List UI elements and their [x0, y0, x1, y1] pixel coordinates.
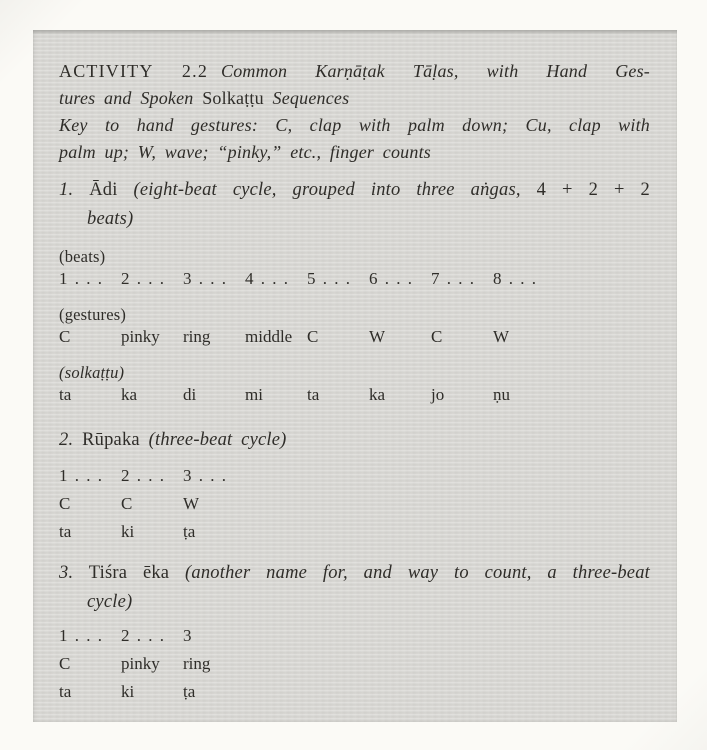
tala-1-name: Ādi — [89, 180, 118, 200]
tala-3-heading-line1: 3. Tiśra ēka (another name for, and way to count, a three-beat — [59, 563, 650, 583]
tala-1-number: 1. — [59, 180, 74, 200]
solkattu-cell: ṇu — [493, 385, 510, 404]
solkattu-cell: jo — [431, 385, 445, 404]
activity-label: ACTIVITY 2.2 — [59, 61, 209, 81]
gesture-cell: ring — [183, 327, 211, 346]
tala-3-heading-line2: cycle) — [87, 592, 133, 612]
gesture-cell: W — [183, 494, 200, 513]
beat-cell: 2 . . . — [121, 269, 164, 288]
solkattu-cell: ki — [121, 682, 135, 701]
beats-label: (beats) — [59, 247, 106, 266]
beat-cell: 3 . . . — [183, 466, 226, 485]
solkattu-cell: ki — [121, 522, 135, 541]
gesture-cell: C — [431, 327, 443, 346]
tala-3-beats-row — [59, 625, 650, 647]
gesture-cell: pinky — [121, 327, 160, 346]
tala-1-heading-line2: beats) — [87, 209, 134, 229]
solkattu-cell: ta — [59, 682, 72, 701]
tala-1-heading-line1: 1. Ādi (eight-beat cycle, grouped into three aṅgas, 4 + 2 + 2 — [59, 180, 650, 200]
tala-2-beats-row — [59, 465, 650, 487]
beat-cell: 1 . . . — [59, 269, 102, 288]
tala-3-solkattu-row — [59, 681, 650, 703]
beat-cell: 8 . . . — [493, 269, 536, 288]
tala-2-name: Rūpaka — [82, 430, 140, 450]
gesture-cell: W — [493, 327, 510, 346]
tala-1-solkattu-row — [59, 384, 650, 406]
solkattu-cell: ṭa — [183, 682, 196, 701]
solkattu-cell: ṭa — [183, 522, 196, 541]
tala-1-beat-grouping: 4 + 2 + 2 — [536, 180, 650, 200]
tala-2-gestures-row — [59, 493, 650, 515]
tala-3-name: Tiśra ēka — [88, 563, 170, 583]
gesture-cell: middle — [245, 327, 293, 346]
beat-cell: 7 . . . — [431, 269, 474, 288]
solkattu-cell: ka — [369, 385, 386, 404]
beat-cell: 1 . . . — [59, 466, 102, 485]
activity-title-line2: tures and Spoken Solkaṭṭu Sequences — [59, 88, 350, 108]
tala-2-solkattu-row — [59, 521, 650, 543]
beat-cell: 2 . . . — [121, 466, 164, 485]
gesture-key-line1: Key to hand gestures: C, clap with palm down; Cu, clap with — [59, 115, 650, 135]
gesture-cell: C — [59, 327, 71, 346]
activity-box — [33, 30, 677, 722]
solkattu-cell: ka — [121, 385, 138, 404]
solkattu-term: Solkaṭṭu — [202, 88, 264, 108]
activity-title-italic: Common Karṇāṭak Tāḷas, with Hand Ges- — [221, 61, 650, 81]
gesture-cell: W — [369, 327, 386, 346]
gestures-label: (gestures) — [59, 305, 127, 324]
gesture-cell: ring — [183, 654, 211, 673]
tala-3-number: 3. — [59, 563, 74, 583]
tala-1-gestures-row — [59, 326, 650, 348]
gesture-cell: C — [59, 494, 71, 513]
beat-cell: 3 — [183, 626, 192, 645]
tala-1-beats-row — [59, 268, 650, 290]
tala-3-gestures-row — [59, 653, 650, 675]
tala-2-heading: 2. Rūpaka (three-beat cycle) — [59, 430, 287, 450]
solkattu-cell: mi — [245, 385, 263, 404]
beat-cell: 2 . . . — [121, 626, 164, 645]
solkattu-cell: ta — [59, 522, 72, 541]
beat-cell: 4 . . . — [245, 269, 288, 288]
beat-cell: 6 . . . — [369, 269, 412, 288]
solkattu-label: (solkaṭṭu) — [59, 363, 125, 382]
gesture-cell: pinky — [121, 654, 160, 673]
tala-2-number: 2. — [59, 430, 74, 450]
beat-cell: 1 . . . — [59, 626, 102, 645]
gesture-cell: C — [121, 494, 133, 513]
gesture-cell: C — [59, 654, 71, 673]
solkattu-cell: di — [183, 385, 197, 404]
gesture-key-line2: palm up; W, wave; “pinky,” etc., finger counts — [59, 142, 431, 162]
beat-cell: 3 . . . — [183, 269, 226, 288]
beat-cell: 5 . . . — [307, 269, 350, 288]
activity-title-line1 — [59, 58, 650, 85]
gesture-cell: C — [307, 327, 319, 346]
solkattu-cell: ta — [59, 385, 72, 404]
solkattu-cell: ta — [307, 385, 320, 404]
